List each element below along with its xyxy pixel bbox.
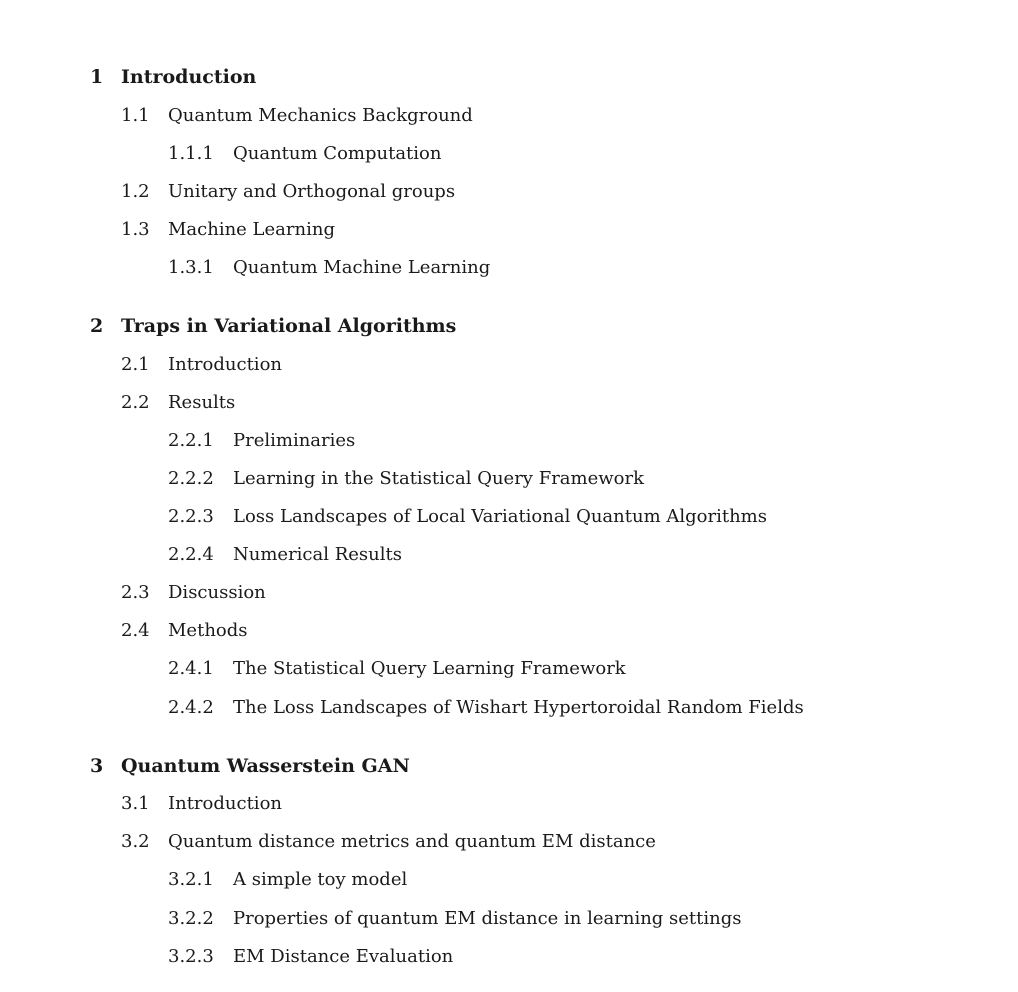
toc-entry-number: 2.2.1: [168, 430, 214, 451]
toc-entry-title: Quantum Machine Learning: [233, 253, 498, 283]
toc-entry-title: Quantum Wasserstein GAN: [121, 751, 418, 781]
toc-entry-number: 3.2: [121, 831, 150, 852]
toc-entry-number: 1.3: [121, 219, 150, 240]
toc-entry-title: Methods: [168, 616, 256, 646]
toc-entry-title: Numerical Results: [233, 540, 410, 570]
toc-entry-title: Unitary and Orthogonal groups: [168, 177, 463, 207]
toc-entry-number: 1.1: [121, 105, 150, 126]
toc-entry-number: 3: [90, 755, 104, 777]
toc-entry-title: Properties of quantum EM distance in learning settings: [233, 904, 750, 934]
toc-entry-number: 2.2: [121, 392, 150, 413]
toc-entry-title: Quantum distance metrics and quantum EM distance: [168, 827, 664, 857]
toc-entry-title: The Loss Landscapes of Wishart Hypertoroidal Random Fields: [233, 693, 812, 723]
toc-entry-title: Loss Landscapes of Local Variational Quantum Algorithms: [233, 502, 775, 532]
toc-entry-number: 3.1: [121, 793, 150, 814]
toc-entry-number: 2.4.1: [168, 658, 214, 679]
toc-entry-title: Traps in Variational Algorithms: [121, 311, 464, 341]
toc-entry-title: Learning in the Statistical Query Framework: [233, 464, 652, 494]
toc-entry-number: 2.1: [121, 354, 150, 375]
toc-entry-number: 2.2.4: [168, 544, 214, 565]
toc-entry-number: 2: [90, 315, 104, 337]
toc-entry-number: 3.2.2: [168, 908, 214, 929]
toc-entry-number: 1.1.1: [168, 143, 214, 164]
toc-entry-number: 2.4.2: [168, 697, 214, 718]
toc-entry-title: Quantum Mechanics Background: [168, 101, 481, 131]
toc-entry-number: 1.3.1: [168, 257, 214, 278]
toc-entry-number: 3.2.3: [168, 946, 214, 967]
toc-entry-title: The Statistical Query Learning Framework: [233, 654, 634, 684]
toc-entry-title: Discussion: [168, 578, 274, 608]
toc-entry-title: Quantum Computation: [233, 139, 449, 169]
toc-entry-title: A simple toy model: [233, 865, 415, 895]
toc-entry-title: Results: [168, 388, 243, 418]
toc-entry-number: 2.3: [121, 582, 150, 603]
toc-entry-number: 3.2.1: [168, 869, 214, 890]
toc-entry-number: 1.2: [121, 181, 150, 202]
toc-entry-number: 2.2.2: [168, 468, 214, 489]
toc-entry-number: 2.2.3: [168, 506, 214, 527]
toc-entry-title: Machine Learning: [168, 215, 343, 245]
toc-entry-title: EM Distance Evaluation: [233, 942, 461, 972]
toc-entry-number: 2.4: [121, 620, 150, 641]
toc-entry-title: Preliminaries: [233, 426, 363, 456]
toc-entry-number: 1: [90, 66, 104, 88]
toc-entry-title: Introduction: [168, 789, 290, 819]
toc-entry-title: Introduction: [121, 62, 264, 92]
toc-entry-title: Introduction: [168, 350, 290, 380]
